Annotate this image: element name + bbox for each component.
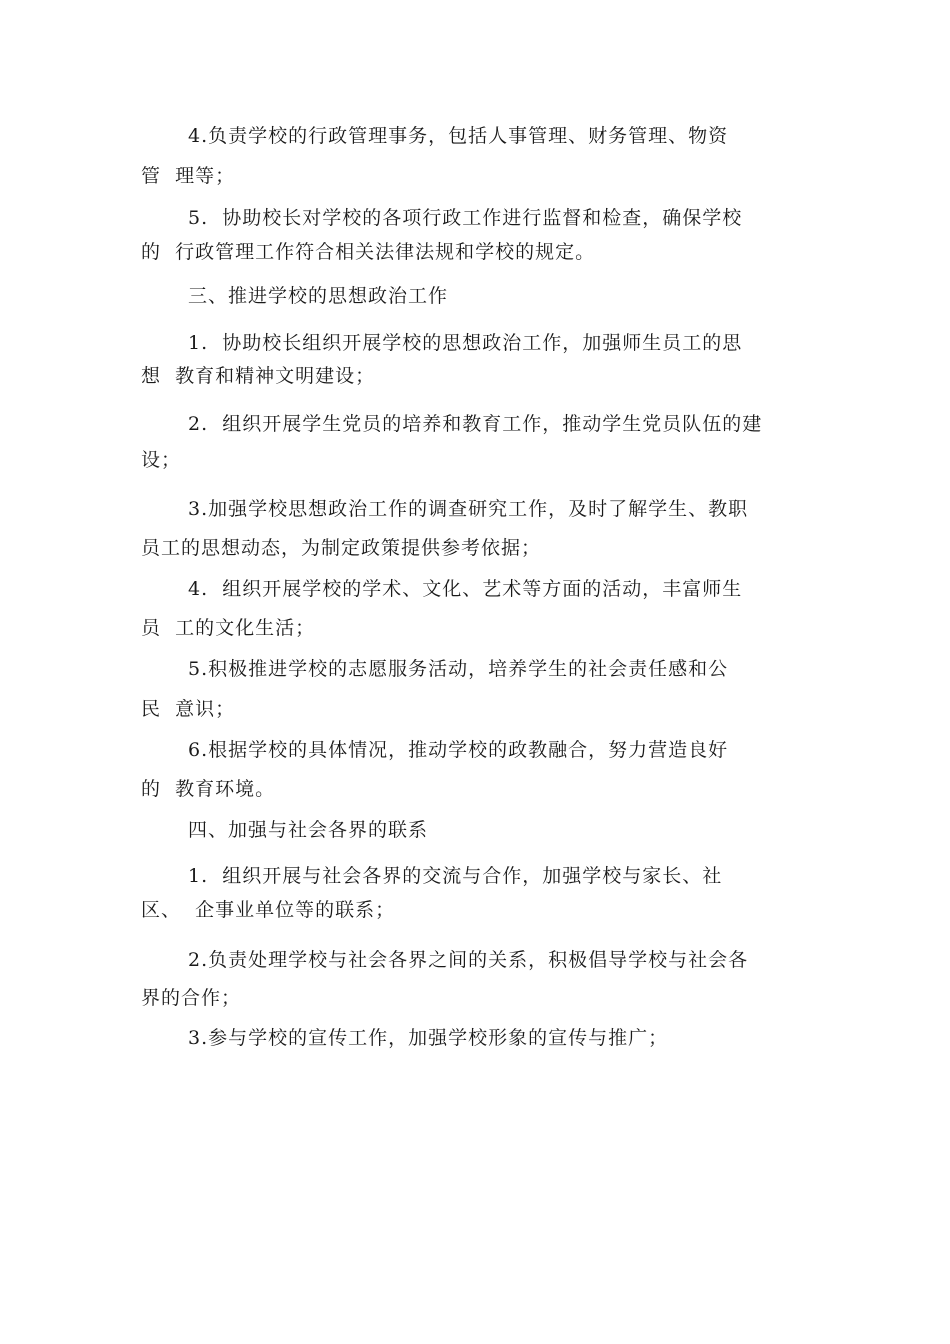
s4-item-2-line-1: 2.负责处理学校与社会各界之间的关系，积极倡导学校与社会各 — [188, 949, 749, 971]
s3-item-2-line-1: 2. 组织开展学生党员的培养和教育工作，推动学生党员队伍的建 — [188, 413, 763, 435]
s4-item-2-line-2: 界的合作； — [141, 987, 242, 1009]
s4-item-1-line-1: 1. 组织开展与社会各界的交流与合作，加强学校与家长、社 — [188, 865, 723, 887]
s3-item-5-line-1: 5.积极推进学校的志愿服务活动，培养学生的社会责任感和公 — [188, 658, 729, 680]
s3-item-2-line-2: 设； — [141, 449, 182, 471]
s3-item-6-line-2: 的 教育环境。 — [141, 778, 276, 800]
item-5-line-2: 的 行政管理工作符合相关法律法规和学校的规定。 — [141, 241, 596, 263]
item-5-line-1: 5. 协助校长对学校的各项行政工作进行监督和检查，确保学校 — [188, 207, 743, 229]
item-4-line-1: 4.负责学校的行政管理事务，包括人事管理、财务管理、物资 — [188, 125, 729, 147]
s3-item-1-line-2: 想 教育和精神文明建设； — [141, 365, 376, 387]
s3-item-5-line-2: 民 意识； — [141, 698, 236, 720]
s3-item-4-line-2: 员 工的文化生活； — [141, 617, 316, 639]
s3-item-1-line-1: 1. 协助校长组织开展学校的思想政治工作，加强师生员工的思 — [188, 332, 743, 354]
section-3-heading: 三、推进学校的思想政治工作 — [188, 285, 449, 307]
s3-item-3-line-1: 3.加强学校思想政治工作的调查研究工作，及时了解学生、教职 — [188, 498, 749, 520]
s3-item-6-line-1: 6.根据学校的具体情况，推动学校的政教融合，努力营造良好 — [188, 739, 729, 761]
s3-item-4-line-1: 4. 组织开展学校的学术、文化、艺术等方面的活动，丰富师生 — [188, 578, 743, 600]
s3-item-3-line-2: 员工的思想动态，为制定政策提供参考依据； — [141, 537, 542, 559]
s4-item-1-line-2: 区、 企事业单位等的联系； — [141, 899, 396, 921]
item-4-line-2: 管 理等； — [141, 165, 236, 187]
s4-item-3-line-1: 3.参与学校的宣传工作，加强学校形象的宣传与推广； — [188, 1027, 669, 1049]
section-4-heading: 四、加强与社会各界的联系 — [188, 819, 429, 841]
